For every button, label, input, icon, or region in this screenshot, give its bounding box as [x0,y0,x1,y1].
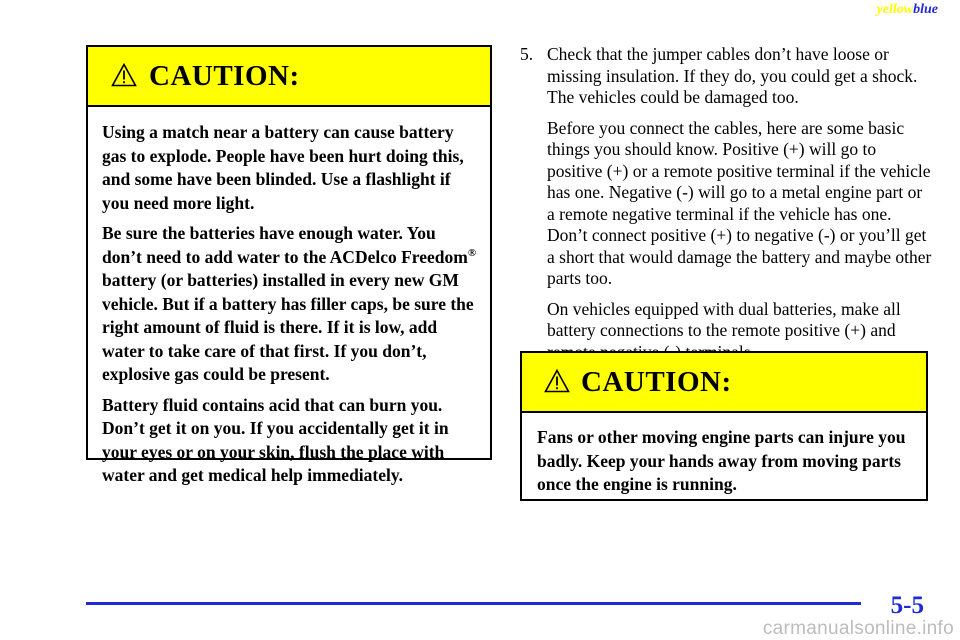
header-tag-yellow: yellow [876,2,914,17]
caution-paragraph-water [102,222,478,387]
step-5 [520,44,932,109]
registered-mark: ® [467,246,477,259]
header-color-tag [877,2,938,18]
caution-paragraph-acid: Battery fluid contains acid that can burn you. Don’t get it on you. If you accidentally get it in your eyes or on your skin, flush the place with water and get medical help immediately. [102,394,449,485]
step-text: Check that the jumper cables don’t have loose or missing insulation. If they do, you could get a shock. The vehicles could be damaged too. [547,44,918,107]
caution-title: CAUTION: [581,366,732,398]
header-tag-blue: blue [913,2,938,17]
caution-body [522,413,926,497]
caution-paragraph-match: Using a match near a battery can cause battery gas to explode. People have been hurt doing this, and some have been blinded. Use a flashlight if you need more light. [102,122,464,213]
warning-triangle-icon [111,63,137,87]
caution-header [88,47,490,107]
caution-title: CAUTION: [149,60,300,92]
page-number: 5-5 [890,592,924,619]
paragraph-polarity: Before you connect the cables, here are some basic things you should know. Positive (+) will go to positive (+) or a remote positive terminal if the vehicle has one. Negative (-) will go to a metal engine part or a remote negative terminal if the vehicle has one. Don’t connect positive (+) to negative (-) or you’ll get a short that would damage the battery and maybe other parts too. [547,117,932,288]
caution-paragraph-fans: Fans or other moving engine parts can injure you badly. Keep your hands away from moving parts once the engine is running. [537,427,906,494]
caution-box-fans [520,351,928,501]
warning-triangle-icon [544,369,570,393]
water-text-after: battery (or batteries) installed in every new GM vehicle. But if a battery has filler caps, be sure the right amount of fluid is there. If it is low, add water to take care of that first. If you don’t, explosive gas could be present. [102,270,474,384]
step-number: 5. [520,44,534,64]
paragraph-dual-batteries: On vehicles equipped with dual batteries, make all battery connections to the remote positive (+) and [547,298,901,340]
instructions-column [520,44,932,372]
water-text-before: Be sure the batteries have enough water. You don’t need to add water to the ACDelco Freedom [102,223,468,267]
watermark: carmanualsonline.info [762,618,954,639]
footer-rule [86,602,861,605]
caution-body [88,107,490,488]
caution-header [522,353,926,413]
caution-box-battery [86,45,492,485]
